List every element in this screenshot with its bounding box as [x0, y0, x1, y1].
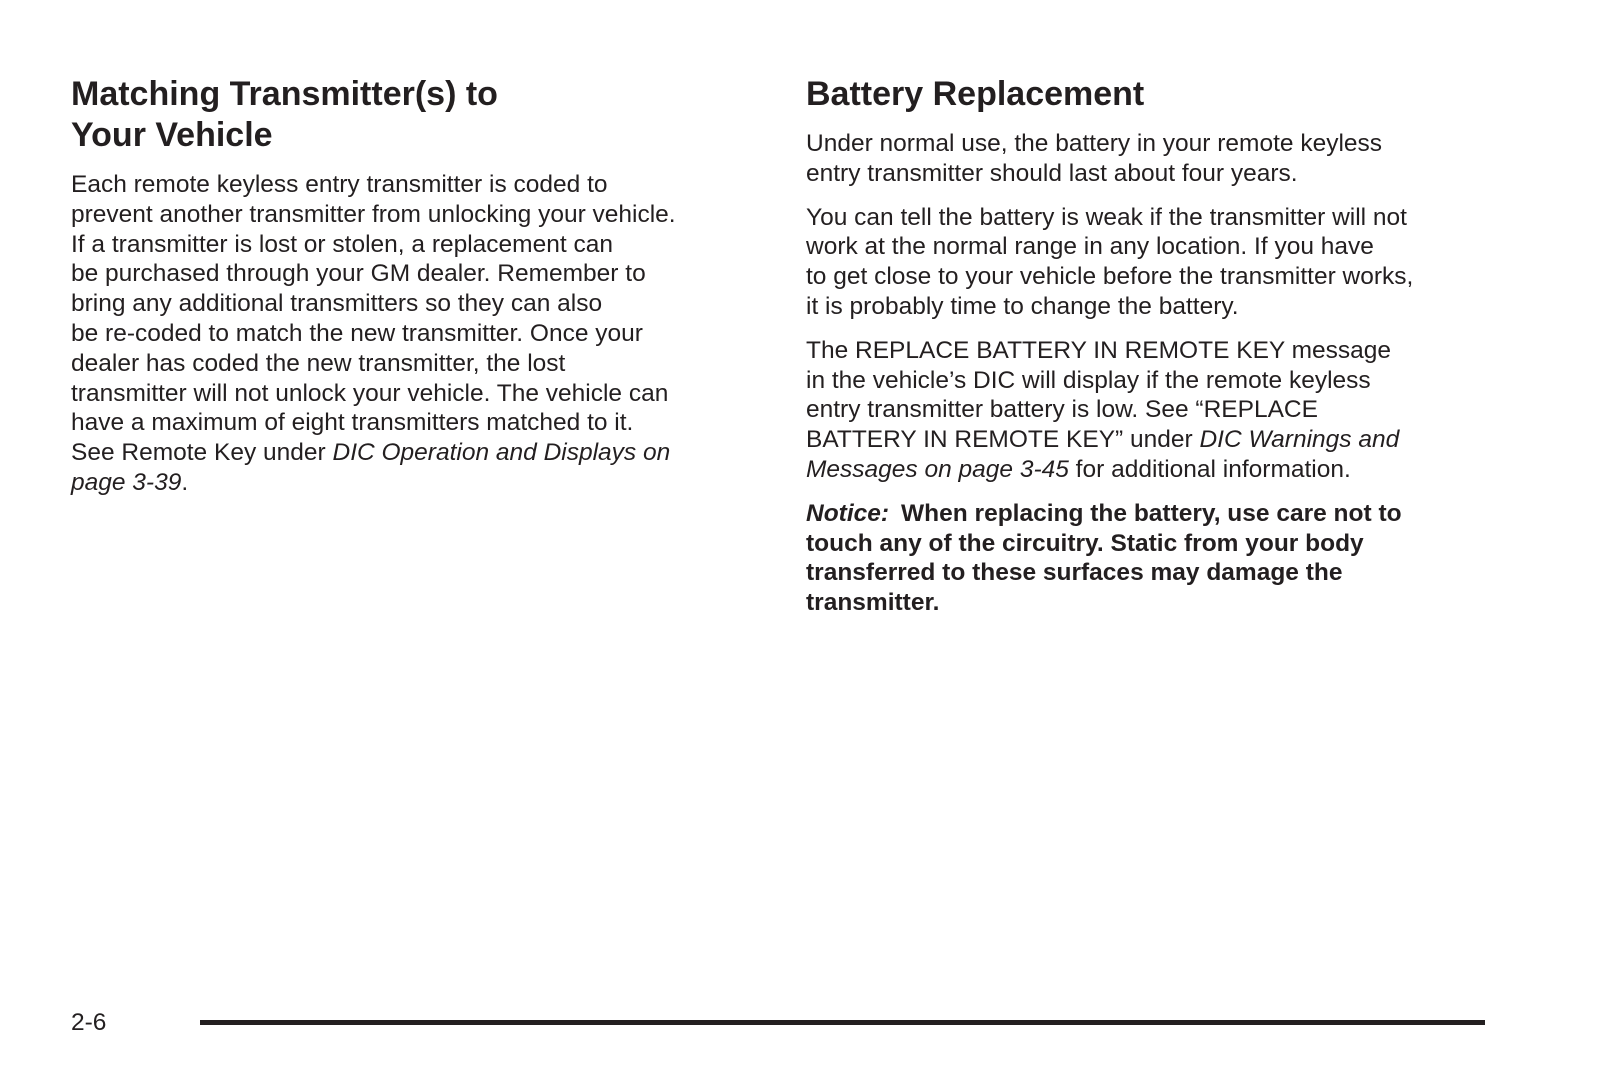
right-column: [806, 74, 1506, 632]
left-column: [71, 74, 751, 512]
notice-text: When replacing the battery, use care not to: [901, 499, 1402, 527]
see-prefix: See Remote Key under: [71, 439, 333, 467]
line-prefix: BATTERY IN REMOTE KEY” under: [806, 426, 1200, 454]
text-line: transmitter will not unlock your vehicle. The vehicle can: [71, 379, 669, 407]
matching-transmitters-paragraph: [71, 170, 751, 498]
text-line: [806, 455, 1506, 485]
text-line: prevent another transmitter from unlocking your vehicle.: [71, 200, 676, 228]
text-line: work at the normal range in any location. If you have: [806, 233, 1374, 261]
text-line: have a maximum of eight transmitters matched to it.: [71, 409, 634, 437]
notice-paragraph: [806, 499, 1506, 618]
notice-block: [806, 499, 1506, 618]
footer-rule: [200, 1020, 1485, 1025]
dic-operation-page-reference[interactable]: page 3-39: [71, 468, 182, 496]
text-line: You can tell the battery is weak if the transmitter will not: [806, 203, 1407, 231]
battery-replacement-heading: Battery Replacement: [806, 75, 1145, 113]
text-line: entry transmitter battery is low. See “REPLACE: [806, 396, 1318, 424]
text-line: The REPLACE BATTERY IN REMOTE KEY message: [806, 336, 1392, 364]
text-line: entry transmitter should last about four years.: [806, 159, 1298, 187]
text-line: bring any additional transmitters so they can also: [71, 290, 603, 318]
text-line: in the vehicle’s DIC will display if the remote keyless: [806, 366, 1371, 394]
battery-life-paragraph: [806, 129, 1506, 189]
text-line: [806, 425, 1506, 455]
heading-line: Your Vehicle: [71, 116, 273, 154]
text-line: [71, 468, 751, 498]
text-line: Each remote keyless entry transmitter is coded to: [71, 171, 608, 198]
dic-warnings-reference-link[interactable]: DIC Warnings and: [1199, 426, 1400, 454]
text-line: touch any of the circuitry. Static from your body: [806, 529, 1364, 557]
dic-warnings-page-reference[interactable]: Messages on page 3-45: [806, 455, 1069, 483]
heading-line: Matching Transmitter(s) to: [71, 75, 498, 113]
text-line: If a transmitter is lost or stolen, a replacement can: [71, 230, 613, 258]
dic-operation-reference-link[interactable]: DIC Operation and Displays on: [332, 439, 671, 467]
see-suffix: .: [181, 468, 189, 496]
notice-label: Notice:: [806, 499, 890, 527]
text-line: dealer has coded the new transmitter, the lost: [71, 349, 566, 377]
text-line: [71, 438, 751, 468]
page-number: 2-6: [71, 1009, 107, 1036]
text-line: it is probably time to change the battery.: [806, 292, 1239, 320]
text-line: be purchased through your GM dealer. Remember to: [71, 260, 646, 288]
replace-battery-message-paragraph: [806, 336, 1506, 485]
text-line: [806, 499, 1506, 529]
text-line: transmitter.: [806, 589, 940, 617]
matching-transmitters-heading: [71, 74, 751, 156]
text-line: to get close to your vehicle before the transmitter works,: [806, 263, 1414, 291]
line-suffix: for additional information.: [1068, 455, 1351, 483]
weak-battery-paragraph: [806, 203, 1506, 322]
text-line: transferred to these surfaces may damage the: [806, 559, 1343, 587]
text-line: Under normal use, the battery in your remote keyless: [806, 130, 1383, 157]
text-line: be re-coded to match the new transmitter. Once your: [71, 319, 643, 347]
